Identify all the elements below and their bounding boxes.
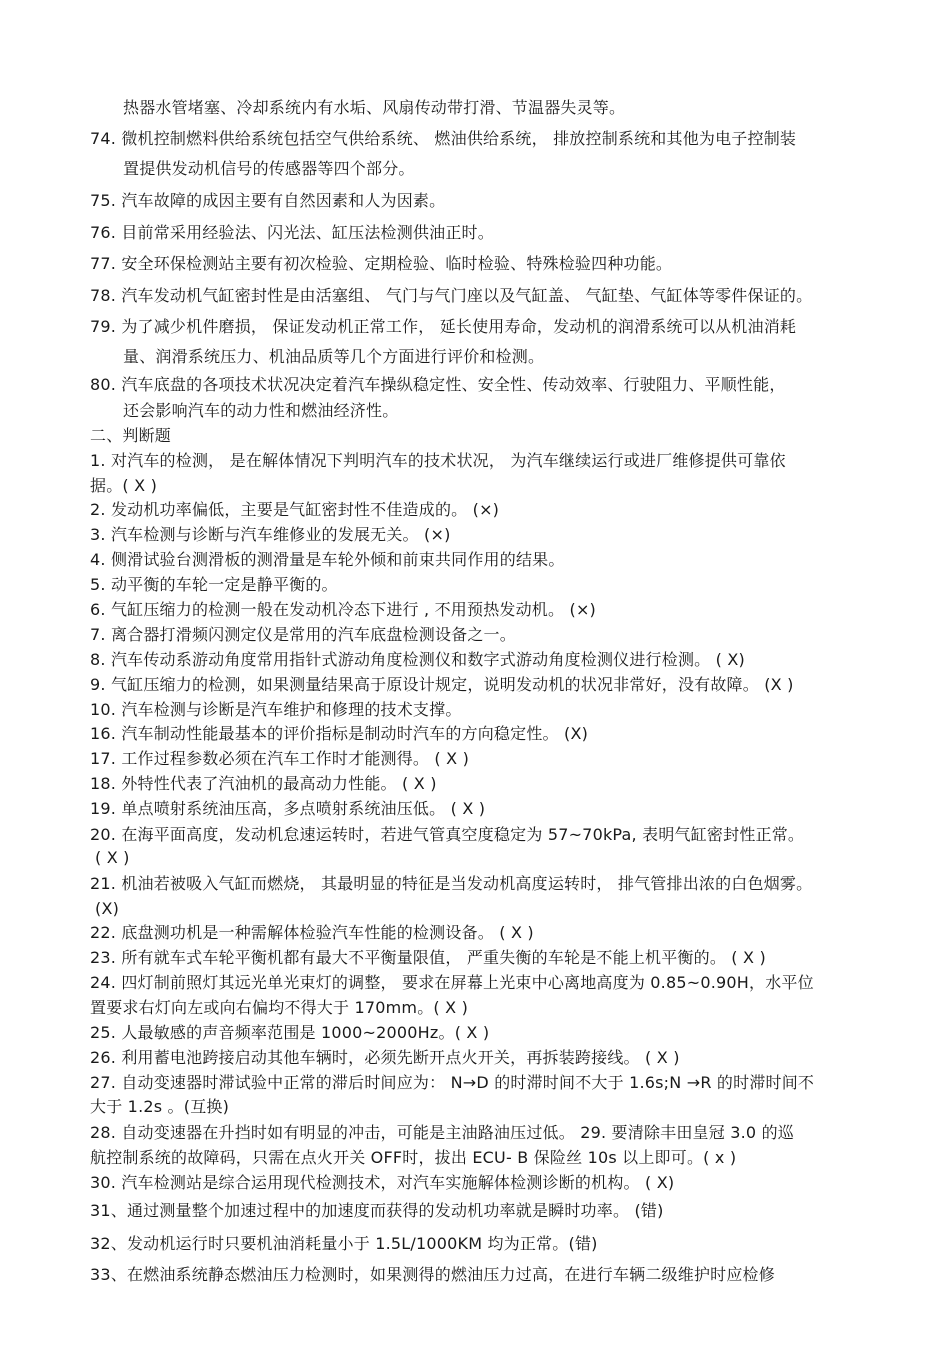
- text-line: (X): [95, 899, 120, 918]
- text-line: 据。( X ): [90, 476, 158, 495]
- text-line: 75. 汽车故障的成因主要有自然因素和人为因素。: [90, 191, 446, 210]
- text-line: 17. 工作过程参数必须在汽车工作时才能测得。 ( X ): [90, 749, 470, 768]
- text-line: 78. 汽车发动机气缸密封性是由活塞组、 气门与气门座以及气缸盖、 气缸垫、气缸体等零件保证的。: [90, 286, 813, 305]
- text-line: ( X ): [95, 848, 130, 867]
- text-line: 28. 自动变速器在升挡时如有明显的冲击，可能是主油路油压过低。 29. 要清除丰田皇冠 3.0 的巡: [90, 1123, 794, 1142]
- text-line: 21. 机油若被吸入气缸而燃烧， 其最明显的特征是当发动机高度运转时， 排气管排出浓的白色烟雾。: [90, 874, 813, 893]
- text-line: 航控制系统的故障码，只需在点火开关 OFF时，拔出 ECU- B 保险丝 10s 以上即可。( x ): [90, 1148, 737, 1167]
- text-line: 8. 汽车传动系游动角度常用指针式游动角度检测仪和数字式游动角度检测仪进行检测。 ( X): [90, 650, 745, 669]
- text-line: 置要求右灯向左或向右偏均不得大于 170mm。( X ): [90, 998, 469, 1017]
- text-line: 76. 目前常采用经验法、闪光法、缸压法检测供油正时。: [90, 223, 494, 242]
- text-line: 热器水管堵塞、冷却系统内有水垢、风扇传动带打滑、节温器失灵等。: [123, 98, 626, 117]
- text-line: 26. 利用蓄电池跨接启动其他车辆时，必须先断开点火开关，再拆装跨接线。 ( X ): [90, 1048, 680, 1067]
- text-line: 16. 汽车制动性能最基本的评价指标是制动时汽车的方向稳定性。 (X): [90, 724, 589, 743]
- text-line: 18. 外特性代表了汽油机的最高动力性能。 ( X ): [90, 774, 437, 793]
- text-line: 量、润滑系统压力、机油品质等几个方面进行评价和检测。: [123, 347, 545, 366]
- text-line: 4. 侧滑试验台测滑板的测滑量是车轮外倾和前束共同作用的结果。: [90, 550, 565, 569]
- text-line: 74. 微机控制燃料供给系统包括空气供给系统、 燃油供给系统， 排放控制系统和其他为电子控制装: [90, 129, 797, 148]
- text-line: 22. 底盘测功机是一种需解体检验汽车性能的检测设备。 ( X ): [90, 923, 534, 942]
- text-line: 25. 人最敏感的声音频率范围是 1000~2000Hz。( X ): [90, 1023, 490, 1042]
- text-line: 77. 安全环保检测站主要有初次检验、定期检验、临时检验、特殊检验四种功能。: [90, 254, 673, 273]
- text-line: 置提供发动机信号的传感器等四个部分。: [123, 159, 415, 178]
- text-line: 30. 汽车检测站是综合运用现代检测技术，对汽车实施解体检测诊断的机构。 ( X): [90, 1173, 675, 1192]
- section-heading: 二、判断题: [90, 426, 172, 445]
- text-line: 32、发动机运行时只要机油消耗量小于 1.5L/1000KM 均为正常。(错): [90, 1234, 598, 1253]
- text-line: 大于 1.2s 。(互换): [90, 1097, 230, 1116]
- text-line: 9. 气缸压缩力的检测，如果测量结果高于原设计规定，说明发动机的状况非常好，没有故障。 (X ): [90, 675, 794, 694]
- text-line: 2. 发动机功率偏低，主要是气缸密封性不佳造成的。 (×): [90, 500, 500, 519]
- text-line: 19. 单点喷射系统油压高，多点喷射系统油压低。 ( X ): [90, 799, 486, 818]
- text-line: 24. 四灯制前照灯其远光单光束灯的调整， 要求在屏幕上光束中心离地高度为 0.85~0.90H，水平位: [90, 973, 814, 992]
- text-line: 5. 动平衡的车轮一定是静平衡的。: [90, 575, 338, 594]
- text-line: 还会影响汽车的动力性和燃油经济性。: [123, 401, 399, 420]
- text-line: 31、通过测量整个加速过程中的加速度而获得的发动机功率就是瞬时功率。 (错): [90, 1201, 664, 1220]
- text-line: 80. 汽车底盘的各项技术状况决定着汽车操纵稳定性、安全性、传动效率、行驶阻力、平顺性能，: [90, 375, 786, 394]
- text-line: 27. 自动变速器时滞试验中正常的滞后时间应为： N→D 的时滞时间不大于 1.6s;N →R 的时滞时间不: [90, 1073, 815, 1092]
- text-line: 20. 在海平面高度，发动机怠速运转时，若进气管真空度稳定为 57~70kPa, 表明气缸密封性正常。: [90, 825, 805, 844]
- text-line: 33、在燃油系统静态燃油压力检测时，如果测得的燃油压力过高，在进行车辆二级维护时应检修: [90, 1265, 775, 1284]
- text-line: 23. 所有就车式车轮平衡机都有最大不平衡量限值， 严重失衡的车轮是不能上机平衡的。 ( X ): [90, 948, 766, 967]
- text-line: 3. 汽车检测与诊断与汽车维修业的发展无关。 (×): [90, 525, 451, 544]
- text-line: 7. 离合器打滑频闪测定仪是常用的汽车底盘检测设备之一。: [90, 625, 516, 644]
- text-line: 10. 汽车检测与诊断是汽车维护和修理的技术支撑。: [90, 700, 462, 719]
- text-line: 1. 对汽车的检测， 是在解体情况下判明汽车的技术状况， 为汽车继续运行或进厂维修提供可靠依: [90, 451, 786, 470]
- text-line: 6. 气缸压缩力的检测一般在发动机冷态下进行 , 不用预热发动机。 (×): [90, 600, 596, 619]
- text-line: 79. 为了减少机件磨损， 保证发动机正常工作， 延长使用寿命，发动机的润滑系统可以从机油消耗: [90, 317, 797, 336]
